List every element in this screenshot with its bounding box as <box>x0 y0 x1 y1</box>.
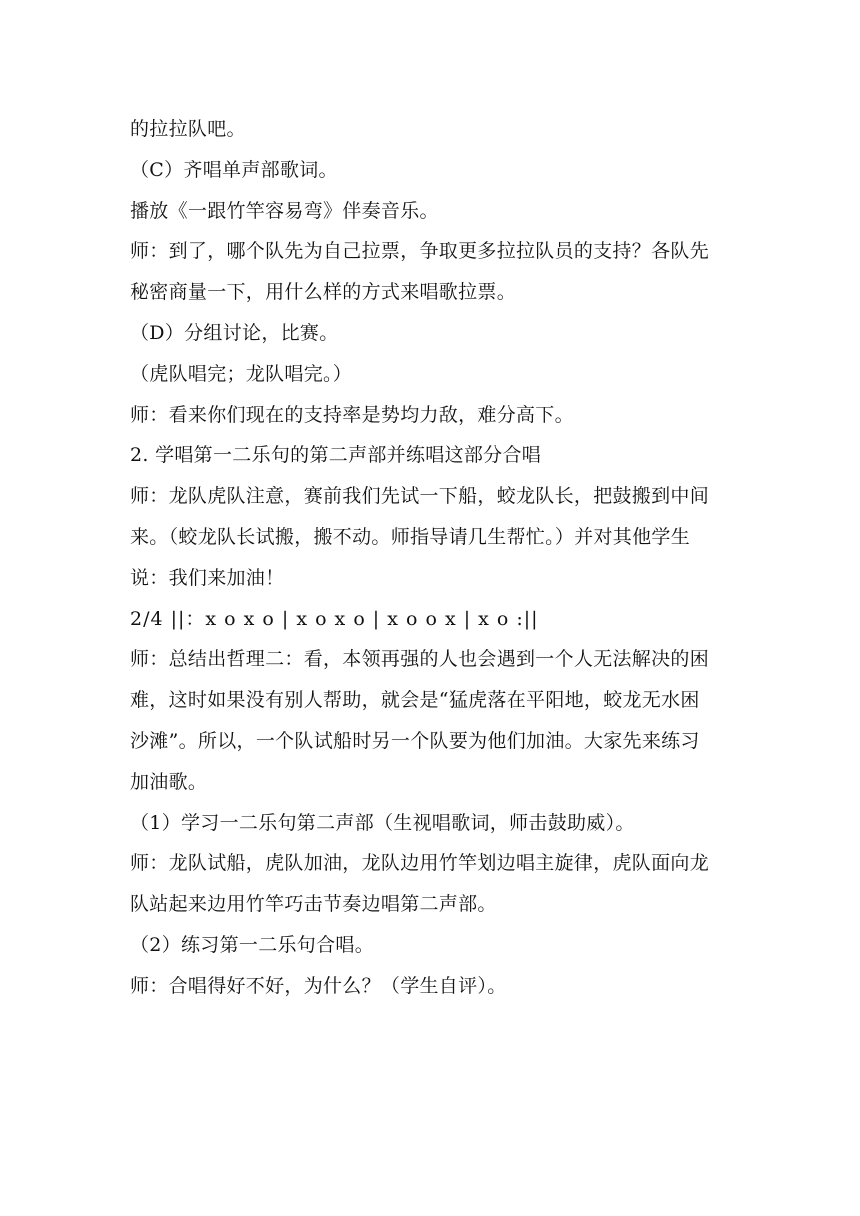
text-line-11: 来。（蛟龙队长试搬，搬不动。师指导请几生帮忙。）并对其他学生 <box>130 525 691 548</box>
text-line-4: 师：到了，哪个队先为自己拉票，争取更多拉拉队员的支持？各队先 <box>130 240 710 263</box>
text-line-21: （2）练习第一二乐句合唱。 <box>130 933 374 956</box>
section-heading-2: 2. 学唱第一二乐句的第二声部并练唱这部分合唱 <box>130 444 542 467</box>
text-line-3: 播放《一跟竹竿容易弯》伴奏音乐。 <box>130 199 439 222</box>
text-line-17: 加油歌。 <box>130 770 208 793</box>
text-line-1: 的拉拉队吧。 <box>130 118 246 140</box>
text-line-20: 队站起来边用竹竿巧击节奏边唱第二声部。 <box>130 893 497 916</box>
text-line-2: （C）齐唱单声部歌词。 <box>130 158 338 181</box>
text-line-19: 师：龙队试船，虎队加油，龙队边用竹竿划边唱主旋律，虎队面向龙 <box>130 852 710 875</box>
text-line-7: （虎队唱完；龙队唱完。） <box>130 362 353 385</box>
text-line-22: 师：合唱得好不好，为什么？（学生自评）。 <box>130 974 507 997</box>
text-line-6: （D）分组讨论，比赛。 <box>130 321 339 344</box>
text-line-18: （1）学习一二乐句第二声部（生视唱歌词，师击鼓助威）。 <box>130 811 635 834</box>
text-line-8: 师：看来你们现在的支持率是势均力敌，难分高下。 <box>130 403 574 426</box>
text-line-12: 说：我们来加油！ <box>130 566 285 589</box>
text-line-14: 师：总结出哲理二：看，本领再强的人也会遇到一个人无法解决的困 <box>130 648 710 671</box>
text-line-5: 秘密商量一下，用什么样的方式来唱歌拉票。 <box>130 281 517 304</box>
text-line-16: 沙滩”。所以，一个队试船时另一个队要为他们加油。大家先来练习 <box>130 729 700 752</box>
rhythm-notation: 2/4 ||：x o x o | x o x o | x o o x | x o :|| <box>130 607 539 630</box>
text-line-10: 师：龙队虎队注意，赛前我们先试一下船，蛟龙队长，把鼓搬到中间 <box>130 485 710 508</box>
text-line-15: 难，这时如果没有别人帮助，就会是“猛虎落在平阳地，蛟龙无水困 <box>130 689 700 712</box>
document-body <box>130 109 730 1007</box>
